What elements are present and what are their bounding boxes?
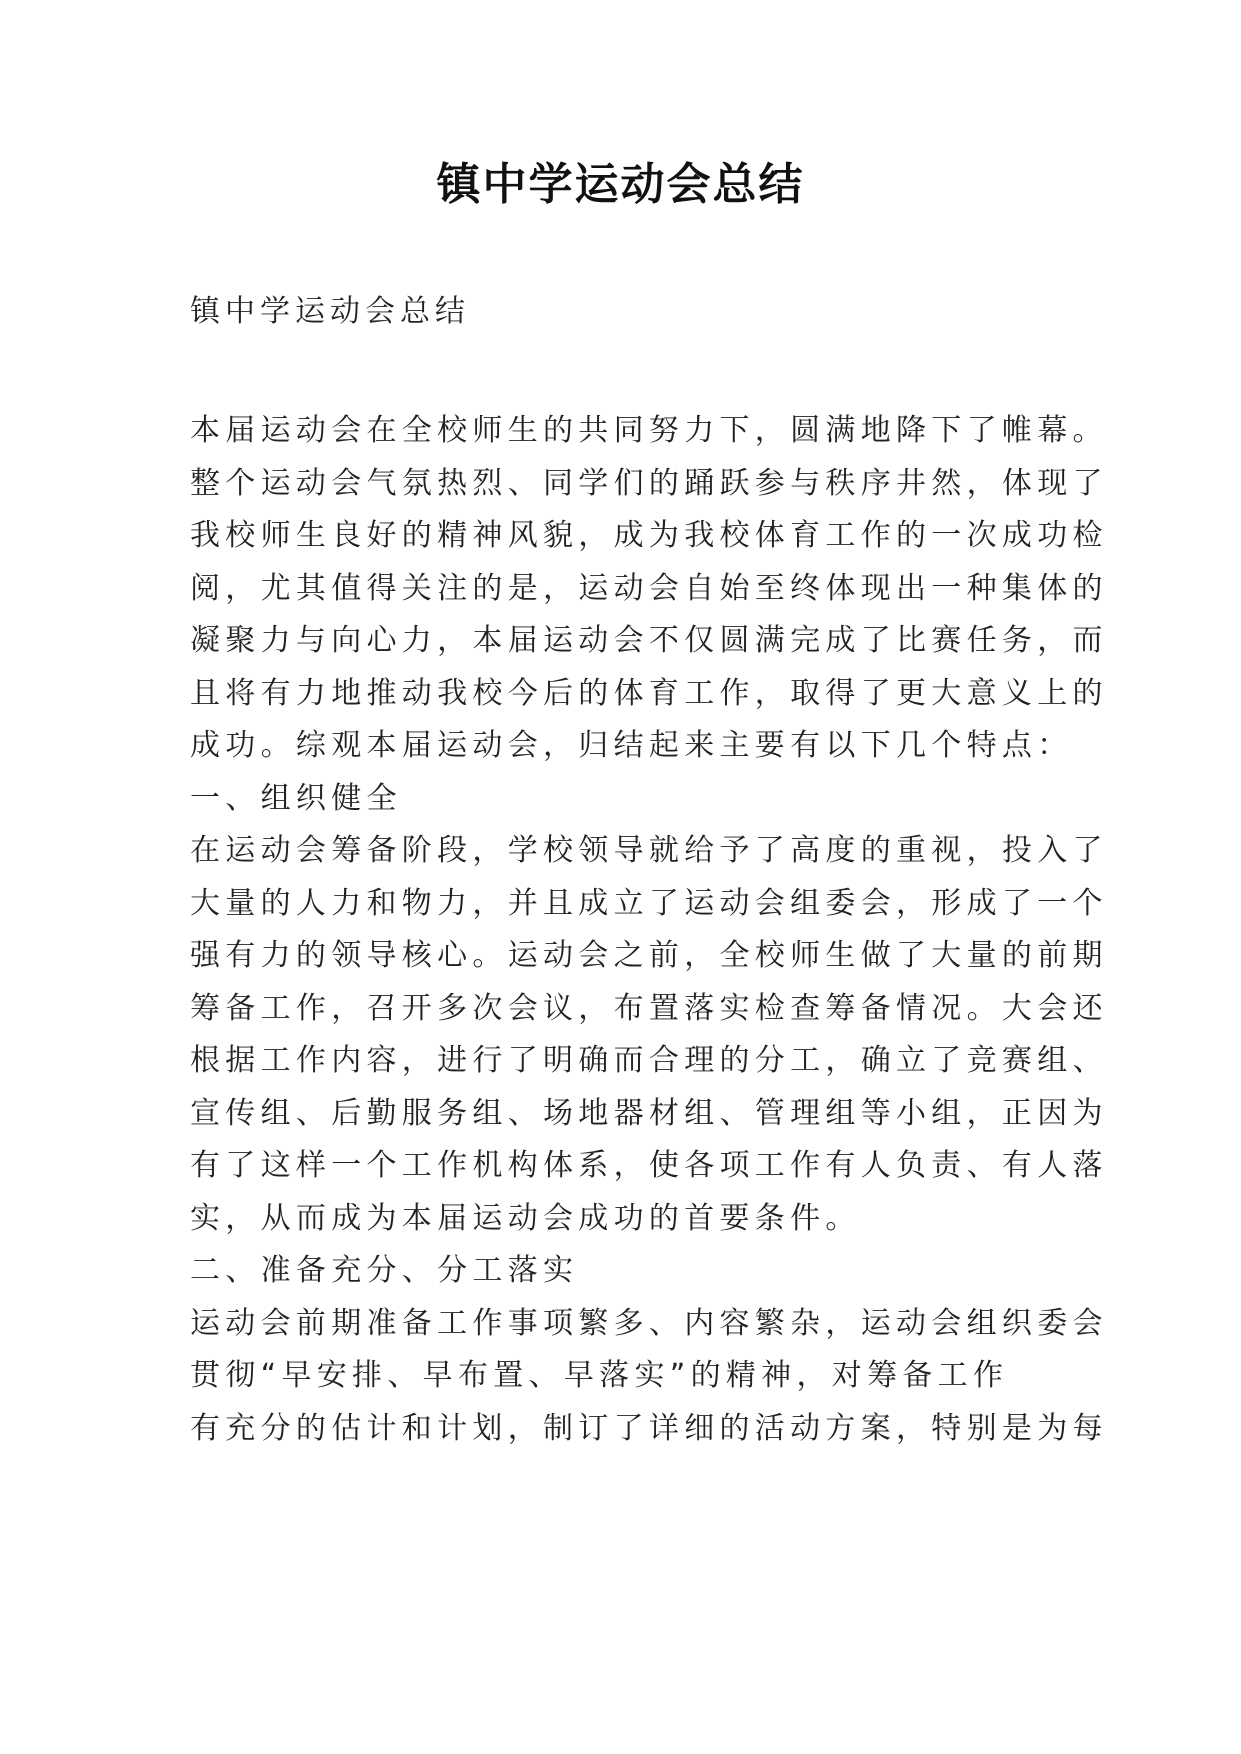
body-line: 运动会前期准备工作事项繁多、内容繁杂，运动会组织委会 xyxy=(190,1305,1108,1341)
section-heading: 二、准备充分、分工落实 xyxy=(190,1253,579,1288)
document-title: 镇中学运动会总结 xyxy=(436,159,805,210)
document-body xyxy=(190,405,1108,1455)
body-line: 凝聚力与向心力，本届运动会不仅圆满完成了比赛任务，而 xyxy=(190,623,1108,658)
body-line: 宣传组、后勤服务组、场地器材组、管理组等小组，正因为 xyxy=(190,1095,1108,1131)
body-line: 大量的人力和物力，并且成立了运动会组委会，形成了一个 xyxy=(190,885,1108,921)
body-line: 本届运动会在全校师生的共同努力下，圆满地降下了帷幕。 xyxy=(190,413,1108,448)
body-line: 我校师生良好的精神风貌，成为我校体育工作的一次成功检 xyxy=(190,518,1108,553)
body-line: 阅，尤其值得关注的是，运动会自始至终体现出一种集体的 xyxy=(190,570,1108,606)
body-line: 整个运动会气氛热烈、同学们的踊跃参与秩序井然，体现了 xyxy=(190,465,1108,501)
body-line: 成功。综观本届运动会，归结起来主要有以下几个特点： xyxy=(190,728,1073,763)
section-heading: 一、组织健全 xyxy=(190,780,402,816)
body-line: 有了这样一个工作机构体系，使各项工作有人负责、有人落 xyxy=(190,1148,1108,1183)
body-line: 根据工作内容，进行了明确而合理的分工，确立了竞赛组、 xyxy=(190,1043,1108,1078)
document-subtitle: 镇中学运动会总结 xyxy=(190,294,470,329)
body-line: 强有力的领导核心。运动会之前，全校师生做了大量的前期 xyxy=(190,938,1108,973)
body-line: 且将有力地推动我校今后的体育工作，取得了更大意义上的 xyxy=(190,675,1108,711)
body-line: 贯彻“早安排、早布置、早落实”的精神，对筹备工作 xyxy=(190,1358,1009,1393)
body-line: 在运动会筹备阶段，学校领导就给予了高度的重视，投入了 xyxy=(190,833,1108,868)
body-line: 有充分的估计和计划，制订了详细的活动方案，特别是为每 xyxy=(190,1410,1108,1446)
body-line: 实，从而成为本届运动会成功的首要条件。 xyxy=(190,1200,861,1236)
body-line: 筹备工作，召开多次会议，布置落实检查筹备情况。大会还 xyxy=(190,990,1108,1026)
